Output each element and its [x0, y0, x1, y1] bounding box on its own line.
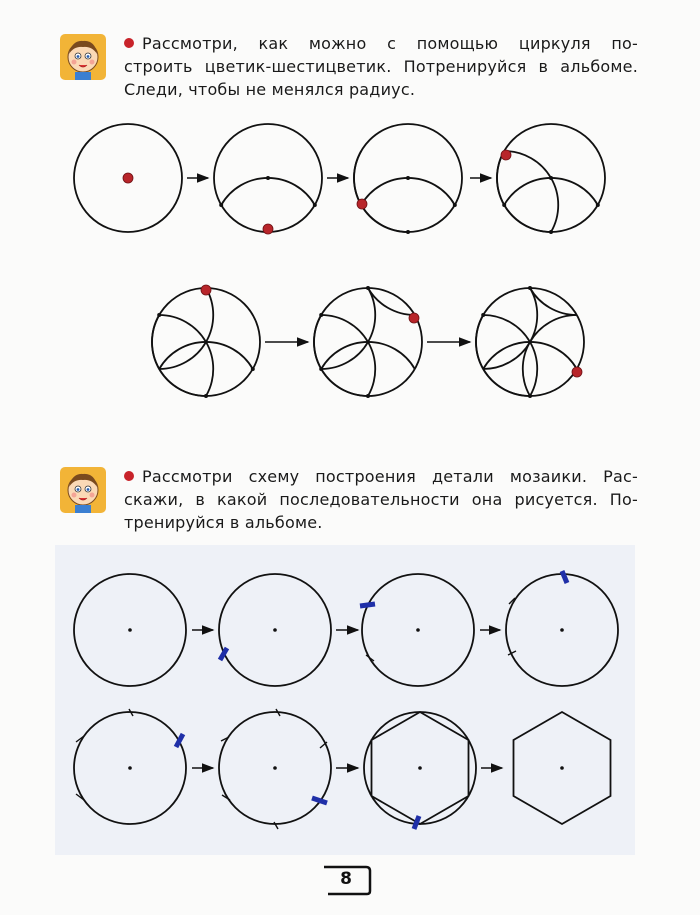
task-2-line-2: скажи, в какой последовательности она рисуется. По-	[124, 490, 638, 509]
task-2-line-1: Рассмотри схему построения детали мозаики. Рас-	[142, 467, 638, 486]
compass-mark	[360, 604, 375, 606]
task-1-line-1: Рассмотри, как можно с помощью циркуля по-	[142, 34, 638, 53]
task-1-line-3: Следи, чтобы не менялся радиус.	[124, 80, 416, 99]
page-number-box	[322, 863, 374, 897]
page-number: 8	[340, 869, 352, 889]
task-1-line-2: строить цветик-шестицветик. Потренируйся в альбоме.	[124, 57, 638, 76]
compass-mark	[414, 816, 419, 829]
compass-mark	[312, 798, 327, 803]
compass-mark	[562, 571, 567, 583]
task-2-line-3: тренируйся в альбоме.	[124, 513, 323, 532]
